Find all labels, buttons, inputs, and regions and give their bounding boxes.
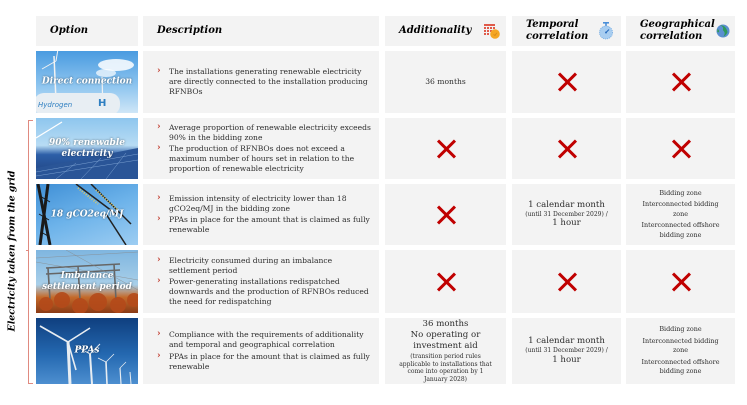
cross-icon	[556, 138, 578, 160]
geographical-cell	[626, 51, 735, 113]
description-list	[157, 121, 371, 176]
temporal-cell	[512, 51, 621, 113]
geographical-cell	[626, 318, 735, 384]
svg-text:H: H	[98, 98, 107, 109]
description-bullet: › PPAs in place for the amount that is claimed as fully renewable	[157, 352, 371, 372]
description-bullet: › Compliance with the requirements of additionality and temporal and geographical correlation	[157, 330, 371, 350]
header-option-label: Option	[50, 25, 89, 36]
additionality-cell	[385, 51, 506, 113]
additionality-cell	[385, 118, 506, 179]
geographical-value: Interconnected bidding zone	[642, 336, 719, 355]
grid-group-bracket-tick	[26, 250, 29, 251]
header-geographical	[626, 16, 735, 46]
header-geographical-label: Geographical correlation	[640, 19, 715, 42]
option-image-imbalance-settlement	[36, 250, 138, 313]
calendar-clock-icon	[484, 23, 500, 43]
geographical-value: Interconnected offshore bidding zone	[641, 357, 720, 376]
cross-icon	[670, 138, 692, 160]
geographical-value: Bidding zone	[659, 325, 702, 334]
description-list	[157, 254, 371, 309]
description-cell	[143, 318, 379, 384]
header-additionality	[385, 16, 506, 46]
temporal-value-note: (until 31 December 2029) /	[525, 210, 608, 218]
cross-icon	[670, 271, 692, 293]
option-label: 90% renewable electricity	[49, 137, 125, 159]
temporal-cell	[512, 118, 621, 179]
description-cell	[143, 51, 379, 113]
description-bullet: › Emission intensity of electricity lower than 18 gCO2eq/MJ in the bidding zone	[157, 194, 371, 214]
temporal-cell	[512, 184, 621, 245]
geographical-value: Bidding zone	[659, 188, 702, 197]
description-cell	[143, 118, 379, 179]
description-bullet: › Power-generating installations redispatched downwards and the production of RFNBOs reduced the need for redispatching	[157, 277, 371, 307]
grid-group-label	[4, 120, 20, 382]
geographical-cell	[626, 184, 735, 245]
cross-icon	[556, 71, 578, 93]
grid-group-bracket	[28, 120, 33, 384]
description-list	[157, 66, 371, 99]
cross-icon	[435, 271, 457, 293]
header-temporal	[512, 16, 621, 46]
header-option	[36, 16, 138, 46]
globe-icon	[716, 24, 730, 42]
description-bullet: › PPAs in place for the amount that is claimed as fully renewable	[157, 215, 371, 235]
svg-text:Hydrogen: Hydrogen	[38, 101, 73, 109]
header-additionality-label: Additionality	[399, 25, 472, 36]
cross-icon	[556, 271, 578, 293]
additionality-value-primary: 36 months	[422, 319, 469, 329]
description-bullet: › The production of RFNBOs does not exceed a maximum number of hours set in relation to the proportion of renewable electricity	[157, 144, 371, 174]
cross-icon	[435, 204, 457, 226]
additionality-cell	[385, 318, 506, 384]
stopwatch-icon	[598, 22, 614, 44]
option-label: PPAs	[74, 345, 100, 356]
temporal-cell	[512, 250, 621, 313]
header-description	[143, 16, 379, 46]
description-bullet: › Electricity consumed during an imbalance settlement period	[157, 256, 371, 276]
additionality-cell	[385, 250, 506, 313]
option-image-18-gco2eq	[36, 184, 138, 245]
option-label: 18 gCO2eq/MJ	[50, 209, 124, 219]
temporal-value-note: (until 31 December 2029) /	[525, 347, 608, 355]
header-temporal-label: Temporal correlation	[526, 19, 589, 42]
description-list	[157, 192, 371, 237]
geographical-cell	[626, 250, 735, 313]
description-list	[157, 329, 371, 374]
header-description-label: Description	[157, 25, 223, 36]
temporal-value-primary: 1 calendar month	[528, 336, 605, 347]
temporal-value-secondary: 1 hour	[552, 354, 581, 365]
option-image-90-renewable	[36, 118, 138, 179]
additionality-value-note: (transition period rules applicable to installations that come into operation by 1 January 2028)	[399, 353, 492, 383]
description-bullet: › Average proportion of renewable electricity exceeds 90% in the bidding zone	[157, 123, 371, 143]
description-cell	[143, 250, 379, 313]
additionality-value: 36 months	[425, 77, 466, 86]
temporal-cell	[512, 318, 621, 384]
temporal-value-secondary: 1 hour	[552, 218, 581, 229]
description-bullet: › The installations generating renewable electricity are directly connected to the installation producing RFNBOs	[157, 67, 371, 97]
geographical-value: Interconnected offshore bidding zone	[641, 221, 720, 239]
option-label: Imbalance settlement period	[42, 270, 132, 292]
cross-icon	[670, 71, 692, 93]
geographical-value: Interconnected bidding zone	[642, 200, 719, 218]
option-image-direct-connection	[36, 51, 138, 113]
additionality-value-tertiary: investment aid	[413, 341, 478, 351]
geographical-cell	[626, 118, 735, 179]
option-image-ppas	[36, 318, 138, 384]
grid-group-label-text: Electricity taken from the grid	[6, 170, 18, 332]
additionality-value-secondary: No operating or	[410, 330, 481, 340]
temporal-value-primary: 1 calendar month	[528, 199, 605, 210]
additionality-cell	[385, 184, 506, 245]
cross-icon	[435, 138, 457, 160]
description-cell	[143, 184, 379, 245]
option-label: Direct connection	[41, 76, 133, 87]
